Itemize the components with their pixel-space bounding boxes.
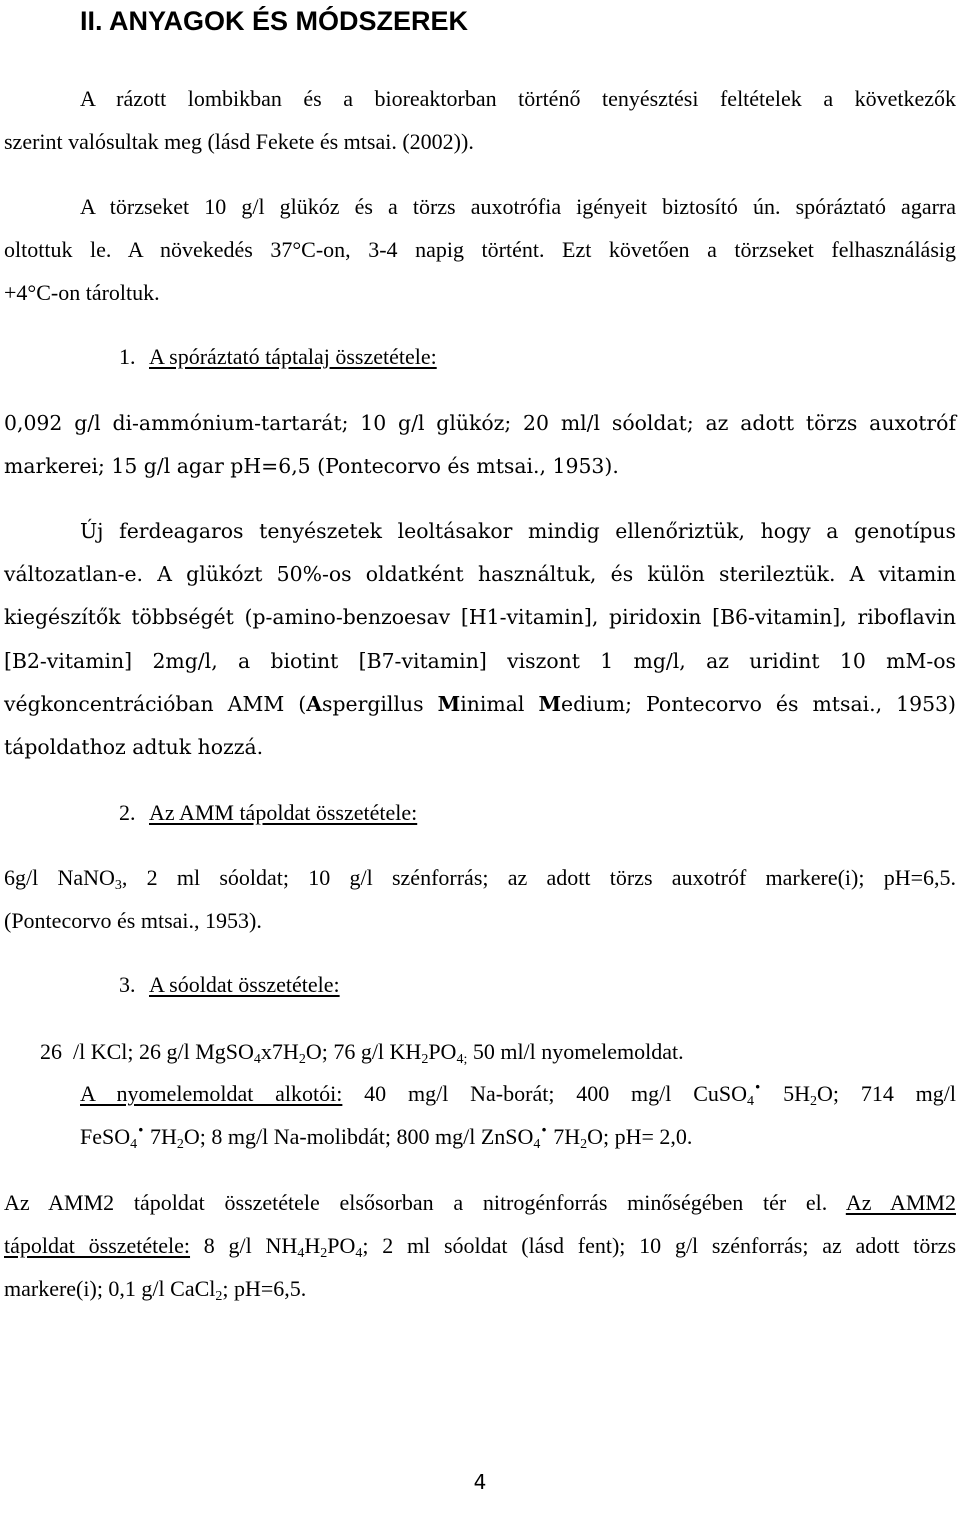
section-1-p2-line-5: végkoncentrációban AMM (Aspergillus Minimal Medium; Pontecorvo és mtsai., 1953) — [4, 692, 956, 716]
section-1-heading — [119, 342, 956, 372]
section-1-line-2: markerei; 15 g/l agar pH=6,5 (Pontecorvo és mtsai., 1953). — [4, 454, 619, 478]
amm2-line-2: tápoldat összetétele: 8 g/l $NH_4H_2PO_4$; 2 ml sóoldat (lásd fent); 10 g/l szénforrás; az adott törzs — [4, 1233, 957, 1261]
section-1-line-1: 0,092 g/l di-ammónium-tartarát; 10 g/l glükóz; 20 ml/l sóoldat; az adott törzs auxotróf — [4, 411, 956, 435]
page-number: 4 — [473, 1470, 487, 1494]
section-3-line-1: 26 /l KCl; 26 g/l $MgSO_4x7H_2O$; 76 g/l $KH_2PO_{4;}$ 50 ml/l nyomelemoldat. — [40, 1039, 684, 1067]
section-3-number: 3. — [119, 972, 136, 997]
section-3-heading — [119, 970, 956, 1000]
section-2-line-1: 6g/l NaNO$_3$, 2 ml sóoldat; 10 g/l szénforrás; az adott törzs auxotróf markere(i); pH=6,5. — [4, 865, 956, 893]
amm2-line-1: Az AMM2 tápoldat összetétele elsősorban a nitrogénforrás minőségében tér el. Az AMM2 — [4, 1190, 956, 1215]
intro-line-5: +4°C-on tároltuk. — [4, 280, 160, 305]
section-3-line-3: FeSO$_4$· $7H_2O$; 8 mg/l Na-molibdát; 800 mg/l ZnSO$_4$· $7H_2O$; pH= 2,0. — [80, 1117, 693, 1152]
section-1-p2-line-6: tápoldathoz adtuk hozzá. — [4, 735, 264, 759]
section-1-number: 1. — [119, 344, 136, 369]
section-1-heading-text: A spóráztató táptalaj összetétele: — [149, 344, 437, 369]
intro-line-2: szerint valósultak meg (lásd Fekete és mtsai. (2002)). — [4, 129, 474, 154]
section-1-p2-line-1: Új ferdeagaros tenyészetek leoltásakor mindig ellenőriztük, hogy a genotípus — [80, 519, 956, 543]
amm2-line-3: markere(i); 0,1 g/l CaCl$_2$; pH=6,5. — [4, 1276, 307, 1304]
section-3-heading-text: A sóoldat összetétele: — [149, 972, 340, 997]
intro-line-4: oltottuk le. A növekedés 37°C-on, 3-4 napig történt. Ezt követően a törzseket felhasználásig — [4, 237, 956, 262]
section-3-line-2: A nyomelemoldat alkotói: 40 mg/l Na-borát; 400 mg/l CuSO$_4$· $5H_2O$; 714 mg/l — [80, 1074, 957, 1109]
section-2-heading — [119, 798, 956, 828]
section-2-heading-text: Az AMM tápoldat összetétele: — [149, 800, 418, 825]
trace-element-heading: A nyomelemoldat alkotói: — [80, 1081, 343, 1106]
intro-line-1: A rázott lombikban és a bioreaktorban történő tenyésztési feltételek a következők — [80, 86, 956, 111]
section-1-p2-line-3: kiegészítők többségét (p-amino-benzoesav [H1-vitamin], piridoxin [B6-vitamin], riboflavin — [4, 605, 956, 629]
intro-line-3: A törzseket 10 g/l glükóz és a törzs auxotrófia igényeit biztosító ún. spóráztató agarra — [80, 194, 956, 219]
section-2-line-2: (Pontecorvo és mtsai., 1953). — [4, 908, 262, 933]
section-1-p2-line-2: változatlan-e. A glükózt 50%-os oldatként használtuk, és külön sterileztük. A vitamin — [4, 562, 956, 586]
section-title: II. ANYAGOK ÉS MÓDSZEREK — [80, 6, 469, 36]
section-1-p2-line-4: [B2-vitamin] 2mg/l, a biotint [B7-vitamin] viszont 1 mg/l, az uridint 10 mM-os — [4, 649, 956, 673]
section-2-number: 2. — [119, 800, 136, 825]
